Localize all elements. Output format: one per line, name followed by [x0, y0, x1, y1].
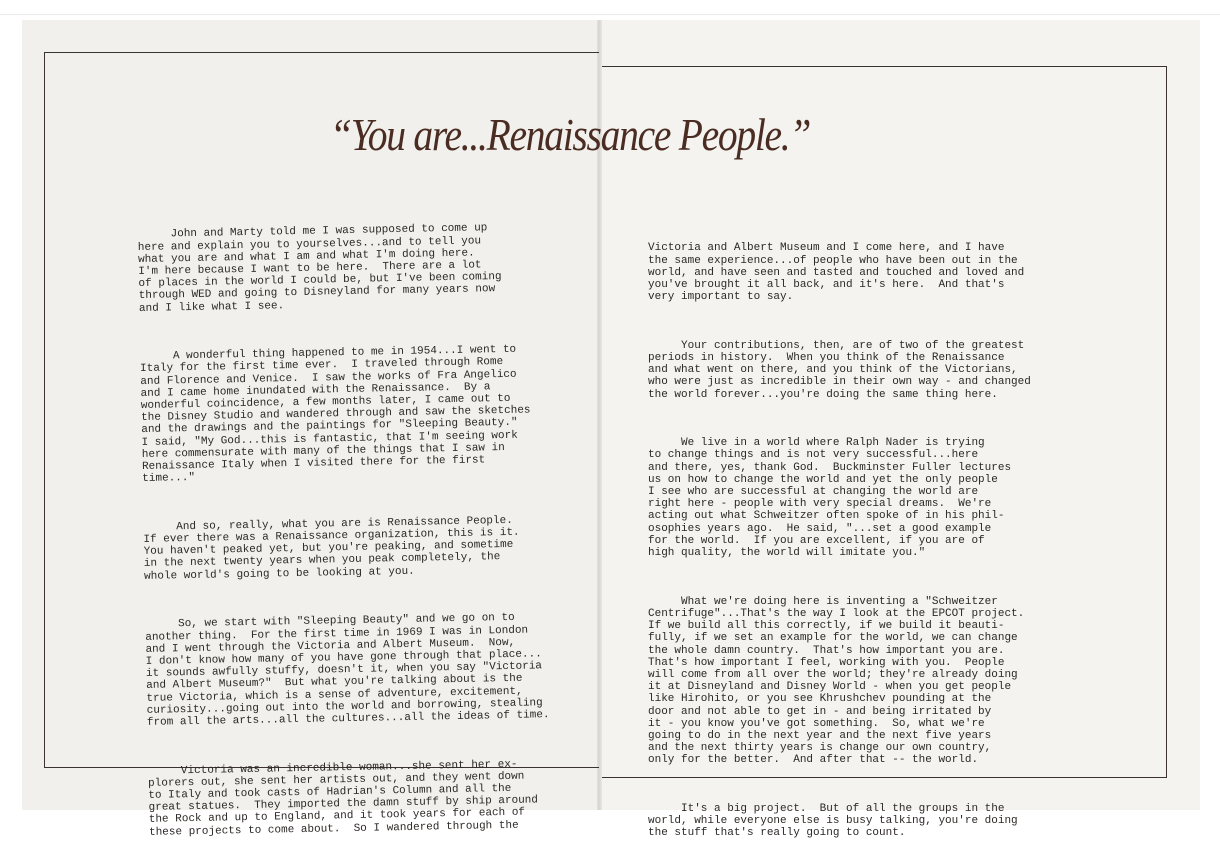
right-text-column: [648, 218, 1031, 864]
scan-edge-line: [0, 14, 1220, 15]
paragraph: A wonderful thing happened to me in 1954...I went to Italy for the first time ever. I traveled through Rome and Florence and Venice. I saw the works of Fra Angelico and I came home inundated with the Renaissance. By a wonderful coincidence, a few months later, I came out to the Disney Studio and wandered through and saw the sketches and the drawings and the paintings for "Sleeping Beauty." I said, "My God...this is fantastic, that I'm seeing work here commensurate with many of the things that I saw in Renaissance Italy when I visited there for the first time...": [139, 343, 531, 486]
paragraph: We live in a world where Ralph Nader is trying to change things and is not very successful...here and there, yes, thank God. Buckminster Fuller lectures us on how to change the world and yet the only people I see who are successful at changing the world are right here - people with very special dreams. We're acting out what Schweitzer often spoke of in his phil- osophies years ago. He said, "...set a good example for the world. If you are excellent, if you are of high quality, the world will imitate you.": [648, 437, 1012, 560]
left-text-column: [137, 197, 552, 863]
paragraph: And so, really, what you are is Renaissance People. If ever there was a Renaissance organization, this is it. You haven't peaked yet, but you're peaking, and sometime in the next twenty years when you peak completely, the whole world's going to be looking at you.: [143, 514, 520, 583]
paragraph: It's a big project. But of all the groups in the world, while everyone else is busy talking, you're doing the stuff that's really going to count.: [648, 802, 1018, 840]
headline: “You are...Renaissance People.”: [330, 109, 811, 160]
paragraph: Your contributions, then, are of two of the greatest periods in history. When you think of the Renaissance and what went on there, and you think of the Victorians, who were just as incredible in their own way - and changed the world forever...you're doing the same thing here.: [648, 339, 1031, 401]
paragraph: What we're doing here is inventing a "Schweitzer Centrifuge"...That's the way I look at the EPCOT project. If we build all this correctly, if we build it beauti- fully, if we set an example for the world, we can change the whole damn country. That's how important you are. That's how important I feel, working with you. People will come from all over the world; they're already doing it at Disneyland and Disney World - when you get people like Hirohito, or you see Khrushchev pounding at the door and not able to get in - and being irritated by it - you know you've got something. So, what we're going to do in the next year and the next five years and the next thirty years is change our own country, only for the better. And after that -- the world.: [648, 595, 1025, 767]
paragraph: Victoria was an incredible woman...she sent her ex- plorers out, she sent her artists out, and they went down to Italy and took casts of Hadrian's Column and all the great statues. They imported the damn stuff by ship around the Rock and up to England, and it took years for each of these projects to come about. So I wandered through the: [147, 758, 539, 839]
paragraph: Victoria and Albert Museum and I come here, and I have the same experience...of people who have been out in the world, and have seen and tasted and touched and loved and you've brought it all back, and it's here. And that's very important to say.: [648, 242, 1025, 304]
paragraph: So, we start with "Sleeping Beauty" and we go on to another thing. For the first time in 1969 I was in London and I went through the Victoria and Albert Museum. Now, I don't know how many of you have gone through that place... it sounds awfully stuffy, doesn't it, when you say "Victoria and Albert Museum?" But what you're talking about is the true Victoria, which is a sense of adventure, excitement, curiosity...going out into the world and borrowing, stealing from all the arts...all the cultures...all the ideas of time.: [144, 612, 550, 729]
paragraph: John and Marty told me I was supposed to come up here and explain you to yourselves...and to tell you what you are and what I am and what I'm doing here. I'm here because I want to be here. There are a lot of places in the world I could be, but I've been coming through WED and going to Disneyland for many years now and I like what I see.: [137, 222, 502, 315]
